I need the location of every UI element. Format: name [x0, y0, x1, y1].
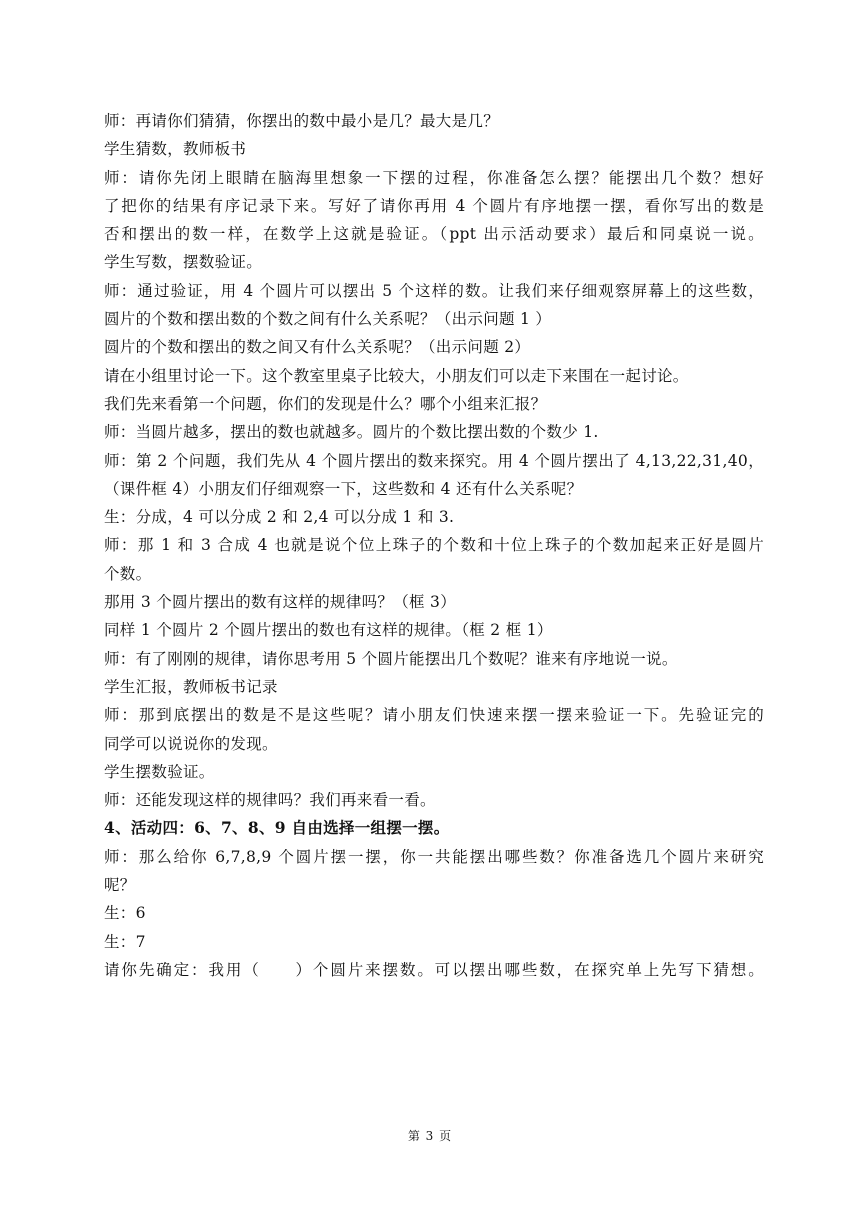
text-line: 学生摆数验证。: [104, 762, 215, 781]
text-line: 同样 1 个圆片 2 个圆片摆出的数也有这样的规律。（框 2 框 1）: [104, 621, 553, 640]
page-number: 第 3 页: [407, 1129, 453, 1143]
text-line: 请你先确定：我用（ ）个圆片来摆数。可以摆出哪些数，在探究单上先写下猜想。: [104, 960, 764, 979]
text-line: 学生猜数，教师板书: [104, 140, 247, 159]
text-line: 呢？: [104, 876, 136, 895]
text-line: 师：请你先闭上眼睛在脑海里想象一下摆的过程，你准备怎么摆？能摆出几个数？想好: [104, 168, 764, 187]
text-line: 学生汇报，教师板书记录: [104, 677, 278, 696]
text-line: 师：第 2 个问题，我们先从 4 个圆片摆出的数来探究。用 4 个圆片摆出了 4,13,22,31,40，: [104, 451, 765, 470]
text-line: 生：6: [104, 904, 146, 923]
text-line: 圆片的个数和摆出数的个数之间有什么关系呢？（出示问题 1 ）: [104, 310, 552, 329]
text-line: 圆片的个数和摆出的数之间又有什么关系呢？（出示问题 2）: [104, 338, 531, 357]
text-line: 生：7: [104, 932, 146, 951]
text-line: 否和摆出的数一样，在数学上这就是验证。（ppt 出示活动要求）最后和同桌说一说。: [104, 225, 764, 244]
text-line: 师：那到底摆出的数是不是这些呢？请小朋友们快速来摆一摆来验证一下。先验证完的: [104, 706, 764, 725]
text-line: 我们先来看第一个问题，你们的发现是什么？哪个小组来汇报？: [104, 394, 547, 413]
text-line: （课件框 4）小朋友们仔细观察一下，这些数和 4 还有什么关系呢？: [104, 479, 583, 498]
section-heading: 4、活动四：6、7、8、9 自由选择一组摆一摆。: [104, 818, 450, 838]
text-line: 师：有了刚刚的规律，请你思考用 5 个圆片能摆出几个数呢？谁来有序地说一说。: [104, 649, 678, 668]
text-line: 生：分成，4 可以分成 2 和 2,4 可以分成 1 和 3.: [104, 508, 455, 527]
text-line: 请在小组里讨论一下。这个教室里桌子比较大，小朋友们可以走下来围在一起讨论。: [104, 366, 689, 385]
text-line: 师：那 1 和 3 合成 4 也就是说个位上珠子的个数和十位上珠子的个数加起来正好是圆片: [104, 536, 764, 555]
page-body: [104, 107, 764, 984]
text-line: 师：当圆片越多，摆出的数也就越多。圆片的个数比摆出数的个数少 1.: [104, 423, 599, 442]
text-line: 师：通过验证，用 4 个圆片可以摆出 5 个这样的数。让我们来仔细观察屏幕上的这些数，: [104, 281, 764, 300]
text-line: 师：那么给你 6,7,8,9 个圆片摆一摆，你一共能摆出哪些数？你准备选几个圆片来研究: [104, 847, 764, 866]
text-line: 同学可以说说你的发现。: [104, 734, 278, 753]
text-line: 师：还能发现这样的规律吗？我们再来看一看。: [104, 791, 436, 810]
text-line: 师：再请你们猜猜，你摆出的数中最小是几？最大是几？: [104, 112, 500, 130]
text-line: 了把你的结果有序记录下来。写好了请你再用 4 个圆片有序地摆一摆，看你写出的数是: [104, 196, 764, 215]
text-line: 那用 3 个圆片摆出的数有这样的规律吗？（框 3）: [104, 593, 457, 612]
text-line: 个数。: [104, 564, 152, 583]
text-line: 学生写数，摆数验证。: [104, 253, 263, 272]
